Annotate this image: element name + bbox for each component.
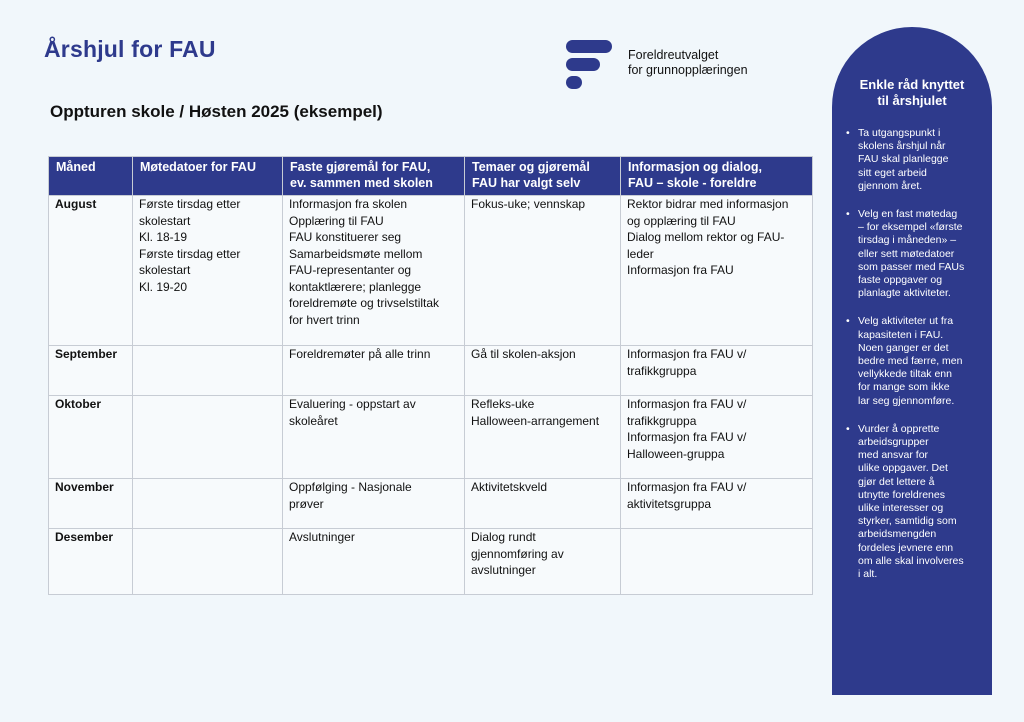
tasks-cell <box>283 529 465 595</box>
tip-line: ulike oppgaver. Det <box>858 462 948 475</box>
cell-line: Første tirsdag etter <box>139 197 241 211</box>
meetings-cell <box>133 196 283 346</box>
tip-line: kapasiteten i FAU. <box>858 328 944 341</box>
cell-line: Informasjon fra FAU v/ <box>627 430 747 444</box>
table-header-row <box>49 157 813 196</box>
info-cell <box>621 479 813 529</box>
tip-line: gjør det lettere å <box>858 475 935 488</box>
meetings-cell <box>133 479 283 529</box>
cell-line: Opplæring til FAU <box>289 213 384 228</box>
themes-cell <box>465 196 621 346</box>
tip-line: om alle skal involveres <box>858 554 964 567</box>
cell-line: Foreldremøter på alle trinn <box>289 347 431 361</box>
cell-line: Halloween-gruppa <box>627 446 725 461</box>
info-cell <box>621 396 813 479</box>
column-header-month: Måned <box>49 157 133 196</box>
tip-line: FAU skal planlegge <box>858 153 949 166</box>
tip-line: arbeidsgrupper <box>858 436 929 449</box>
themes-cell <box>465 529 621 595</box>
tip-line: Noen ganger er det <box>858 341 949 354</box>
cell-line: kontaktlærere; planlegge <box>289 279 422 294</box>
cell-line: Kl. 19-20 <box>139 279 188 294</box>
logo-text-line2: for grunnopplæringen <box>628 63 748 77</box>
cell-line: foreldremøte og trivselstiltak <box>289 296 440 310</box>
cell-line: Avslutninger <box>289 530 355 544</box>
cell-line: Informasjon fra FAU v/ <box>627 397 747 411</box>
tasks-cell <box>283 396 465 479</box>
tip-line: bedre med færre, men <box>858 355 963 368</box>
tip-item <box>846 127 980 193</box>
tasks-cell <box>283 346 465 396</box>
cell-line: trafikkgruppa <box>627 363 697 378</box>
tip-line: utnytte foreldrenes <box>858 488 945 501</box>
cell-line: Første tirsdag etter <box>139 246 241 261</box>
month-cell: August <box>49 196 133 346</box>
cell-line: FAU konstituerer seg <box>289 230 402 244</box>
tip-line: med ansvar for <box>858 449 929 462</box>
cell-line: Evaluering - oppstart av <box>289 397 416 411</box>
cell-line: Halloween-arrangement <box>471 413 600 428</box>
tip-item <box>846 315 980 407</box>
cell-line: trafikkgruppa <box>627 413 697 428</box>
tasks-cell <box>283 196 465 346</box>
bullet-icon: • <box>846 208 850 221</box>
month-cell: Oktober <box>49 396 133 479</box>
cell-line: Aktivitetskveld <box>471 480 548 494</box>
month-cell: Desember <box>49 529 133 595</box>
cell-line: skoleåret <box>289 413 338 428</box>
table-row <box>49 196 813 346</box>
cell-line: Fokus-uke; vennskap <box>471 197 586 211</box>
themes-cell <box>465 396 621 479</box>
tip-line: ulike interesser og <box>858 502 944 515</box>
cell-line: Informasjon fra skolen <box>289 197 408 211</box>
tip-line: fordeles jevnere enn <box>858 541 954 554</box>
logo-text-line1: Foreldreutvalget <box>628 48 719 62</box>
tip-item <box>846 423 980 581</box>
tip-line: gjennom året. <box>858 179 923 192</box>
cell-line: Dialog rundt <box>471 530 536 544</box>
table-row <box>49 529 813 595</box>
cell-line: avslutninger <box>471 563 536 577</box>
cell-line: gjennomføring av <box>471 546 564 561</box>
cell-line: Informasjon fra FAU v/ <box>627 347 747 361</box>
themes-cell <box>465 346 621 396</box>
table-row <box>49 346 813 396</box>
sidebar-title: Enkle råd knyttet til årshjulet <box>859 77 965 108</box>
tip-line: vellykkede tiltak enn <box>858 368 952 381</box>
bullet-icon: • <box>846 422 850 435</box>
info-cell <box>621 346 813 396</box>
cell-line: Kl. 18-19 <box>139 230 188 244</box>
themes-cell <box>465 479 621 529</box>
column-header-themes: Temaer og gjøremål FAU har valgt selv <box>465 157 621 196</box>
cell-line: Samarbeidsmøte mellom <box>289 246 423 261</box>
cell-line: leder <box>627 246 654 261</box>
tip-line: Ta utgangspunkt i <box>858 127 941 139</box>
cell-line: FAU-representanter og <box>289 263 412 277</box>
column-header-info: Informasjon og dialog, FAU – skole - foreldre <box>621 157 813 196</box>
tip-line: som passer med FAUs <box>858 260 965 273</box>
bullet-icon: • <box>846 127 850 139</box>
page-title: Årshjul for FAU <box>44 36 216 62</box>
meetings-cell <box>133 396 283 479</box>
tip-line: tirsdag i måneden» – <box>858 234 957 247</box>
tip-line: Velg en fast møtedag <box>858 208 958 221</box>
annual-plan-table <box>48 156 813 595</box>
bullet-icon: • <box>846 315 850 328</box>
cell-line: skolestart <box>139 213 191 228</box>
cell-line: Gå til skolen-aksjon <box>471 347 576 361</box>
tips-sidebar <box>832 27 992 695</box>
cell-line: prøver <box>289 496 324 511</box>
tip-line: arbeidsmengden <box>858 528 937 541</box>
tip-line: – for eksempel «første <box>858 221 963 234</box>
cell-line: skolestart <box>139 263 191 277</box>
month-cell: September <box>49 346 133 396</box>
tip-line: faste oppgaver og <box>858 274 943 287</box>
fug-logo <box>566 40 748 90</box>
tip-line: eller sett møtedatoer <box>858 247 955 260</box>
tip-line: planlagte aktiviteter. <box>858 287 951 300</box>
meetings-cell <box>133 529 283 595</box>
cell-line: Rektor bidrar med informasjon <box>627 197 789 211</box>
info-cell <box>621 529 813 595</box>
fug-logo-icon <box>566 40 612 90</box>
column-header-meetings: Møtedatoer for FAU <box>133 157 283 196</box>
tip-line: sitt eget arbeid <box>858 166 927 179</box>
table-row <box>49 479 813 529</box>
tasks-cell <box>283 479 465 529</box>
cell-line: Informasjon fra FAU v/ <box>627 480 747 494</box>
tip-line: lar seg gjennomføre. <box>858 394 955 407</box>
table-row <box>49 396 813 479</box>
cell-line: Oppfølging - Nasjonale <box>289 480 412 494</box>
tip-line: Velg aktiviteter ut fra <box>858 315 954 328</box>
tip-line: for mange som ikke <box>858 381 950 394</box>
cell-line: aktivitetsgruppa <box>627 496 712 511</box>
column-header-tasks: Faste gjøremål for FAU, ev. sammen med skolen <box>283 157 465 196</box>
cell-line: Refleks-uke <box>471 397 535 411</box>
cell-line: og opplæring til FAU <box>627 213 736 228</box>
tip-line: i alt. <box>858 568 878 581</box>
tip-line: skolens årshjul når <box>858 140 946 153</box>
tip-line: styrker, samtidig som <box>858 515 957 528</box>
month-cell: November <box>49 479 133 529</box>
info-cell <box>621 196 813 346</box>
cell-line: for hvert trinn <box>289 312 360 327</box>
tips-list <box>832 127 992 581</box>
cell-line: Informasjon fra FAU <box>627 263 734 277</box>
meetings-cell <box>133 346 283 396</box>
cell-line: Dialog mellom rektor og FAU- <box>627 230 785 244</box>
page-subtitle: Oppturen skole / Høsten 2025 (eksempel) <box>50 102 383 121</box>
tip-item <box>846 208 980 300</box>
tip-line: Vurder å opprette <box>858 422 940 435</box>
